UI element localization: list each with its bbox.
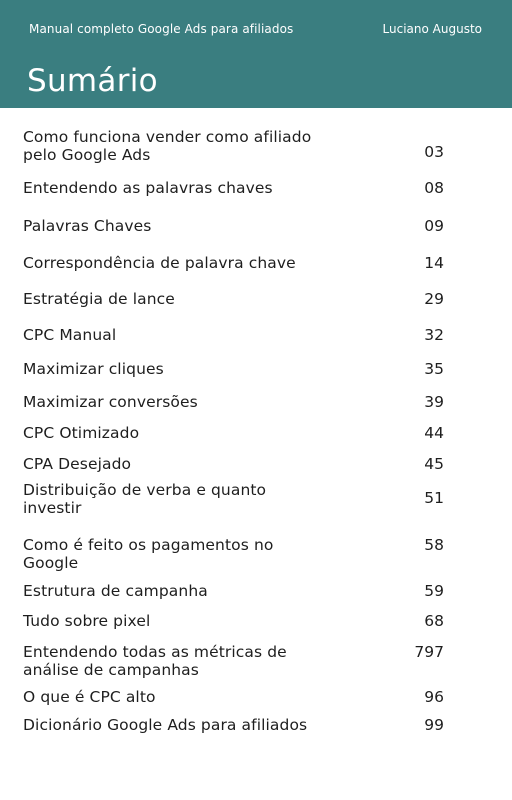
toc-entry-title-line: CPC Otimizado: [23, 424, 140, 442]
toc-entry-title-line: Google: [23, 554, 79, 572]
toc-entry-title-line: Entendendo todas as métricas de: [23, 643, 287, 661]
toc-entry-title: [23, 360, 338, 378]
toc-entry-title-line: Tudo sobre pixel: [23, 612, 151, 630]
toc-entry-title-line: Maximizar conversões: [23, 393, 198, 411]
toc-entry-title: [23, 688, 338, 706]
author-name: Luciano Augusto: [382, 22, 482, 36]
toc-entry-page: 45: [424, 455, 444, 473]
toc-entry-title: [23, 128, 338, 164]
toc-entry-page: 14: [424, 254, 444, 272]
toc-entry-page: 03: [424, 143, 444, 161]
toc-entry-page: 44: [424, 424, 444, 442]
toc-entry-title: [23, 179, 338, 197]
toc-entry-title-line: Estrutura de campanha: [23, 582, 208, 600]
toc-entry-page: 32: [424, 326, 444, 344]
toc-entry-page: 29: [424, 290, 444, 308]
toc-entry-title-line: investir: [23, 499, 82, 517]
toc-entry-title-line: Distribuição de verba e quanto: [23, 481, 267, 499]
toc-entry-title: [23, 424, 338, 442]
page-title: Sumário: [27, 63, 158, 99]
toc-entry-title: [23, 716, 338, 734]
toc-entry-title-line: Maximizar cliques: [23, 360, 164, 378]
toc-entry-title: [23, 643, 338, 679]
toc-entry-title: [23, 455, 338, 473]
toc-entry-title-line: Entendendo as palavras chaves: [23, 179, 273, 197]
toc-entry-page: 99: [424, 716, 444, 734]
toc-entry-title-line: análise de campanhas: [23, 661, 199, 679]
toc-entry-title: [23, 290, 338, 308]
toc-entry-title-line: CPC Manual: [23, 326, 117, 344]
toc-entry-title-line: Dicionário Google Ads para afiliados: [23, 716, 308, 734]
toc-entry-title-line: Como funciona vender como afiliado: [23, 128, 312, 146]
toc-entry-title-line: Como é feito os pagamentos no: [23, 536, 274, 554]
toc-entry-title: [23, 217, 338, 235]
toc-entry-page: 08: [424, 179, 444, 197]
toc-entry-title: [23, 612, 338, 630]
toc-entry-page: 96: [424, 688, 444, 706]
toc-entry-title-line: Palavras Chaves: [23, 217, 152, 235]
toc-entry-title-line: Estratégia de lance: [23, 290, 175, 308]
toc-entry-title: [23, 481, 338, 517]
toc-entry-page: 68: [424, 612, 444, 630]
toc-entry-page: 09: [424, 217, 444, 235]
book-title: Manual completo Google Ads para afiliados: [29, 22, 294, 36]
toc-entry-title: [23, 254, 338, 272]
toc-entry-page: 59: [424, 582, 444, 600]
toc-entry-title: [23, 393, 338, 411]
toc-entry-title: [23, 536, 338, 572]
toc-entry-title-line: Correspondência de palavra chave: [23, 254, 296, 272]
toc-entry-page: 797: [414, 643, 444, 661]
toc-entry-page: 39: [424, 393, 444, 411]
toc-entry-title-line: O que é CPC alto: [23, 688, 156, 706]
toc-entry-title: [23, 326, 338, 344]
toc-entry-title: [23, 582, 338, 600]
toc-entry-page: 51: [424, 489, 444, 507]
toc-entry-title-line: pelo Google Ads: [23, 146, 151, 164]
toc-entry-title-line: CPA Desejado: [23, 455, 132, 473]
toc-entry-page: 35: [424, 360, 444, 378]
toc-entry-page: 58: [424, 536, 444, 554]
